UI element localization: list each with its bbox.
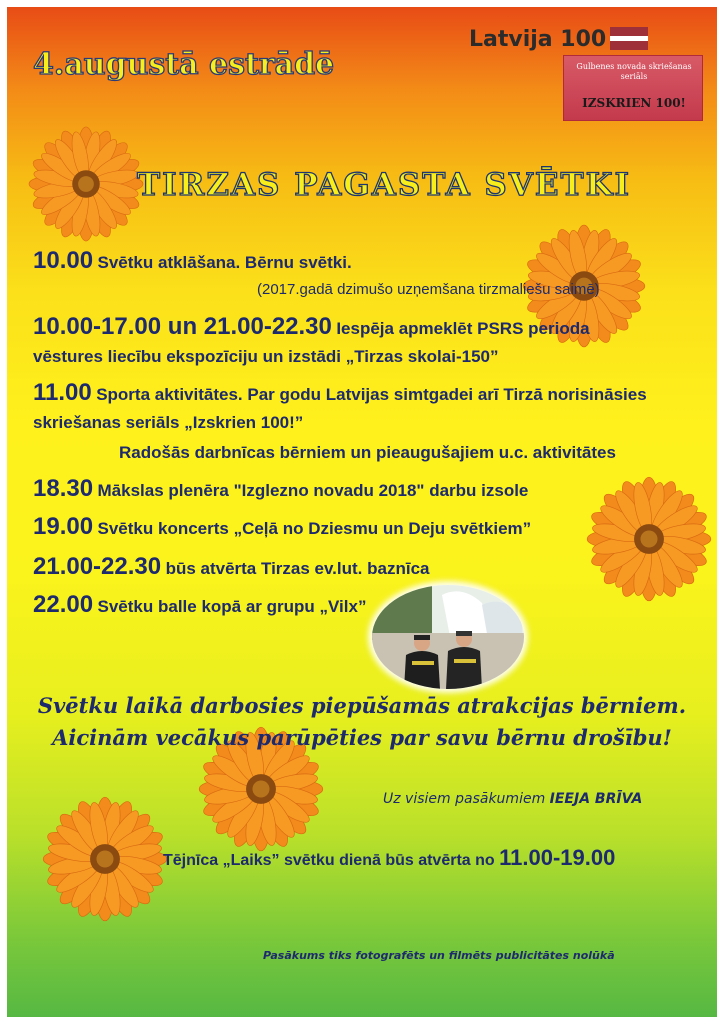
schedule-time: 22.00 bbox=[33, 591, 94, 618]
schedule-row bbox=[33, 247, 352, 275]
tea-house-time: 11.00-19.00 bbox=[499, 845, 616, 870]
schedule-text: Svētku atklāšana. Bērnu svētki. bbox=[97, 253, 352, 272]
schedule-text: Sporta aktivitātes. Par godu Latvijas simtgadei arī Tirzā norisināsies bbox=[96, 385, 647, 404]
schedule-time: 19.00 bbox=[33, 513, 94, 540]
date-venue-heading: 4.augustā estrādē bbox=[33, 47, 335, 82]
tea-house-text: Tējnīca „Laiks” svētku dienā būs atvērta no bbox=[163, 852, 495, 869]
schedule-text: Svētku balle kopā ar grupu „Vilx” bbox=[97, 597, 367, 616]
latvija-100-logo: Latvija 100 bbox=[469, 27, 607, 52]
izskrien-100-badge bbox=[563, 55, 703, 121]
schedule-text: būs atvērta Tirzas ev.lut. baznīca bbox=[165, 559, 430, 578]
schedule-row bbox=[33, 513, 531, 541]
badge-title: IZSKRIEN 100! bbox=[582, 96, 686, 110]
schedule-text: Iespēja apmeklēt PSRS perioda bbox=[336, 319, 590, 338]
poster bbox=[7, 7, 717, 1017]
flower-icon bbox=[585, 475, 713, 603]
schedule-time: 11.00 bbox=[33, 379, 92, 406]
notice-attractions: Svētku laikā darbosies piepūšamās atrakcijas bērniem. bbox=[37, 693, 687, 718]
schedule-text: Svētku koncerts „Ceļā no Dziesmu un Deju svētkiem” bbox=[97, 519, 532, 538]
flower-icon bbox=[27, 125, 145, 243]
entry-prefix: Uz visiem pasākumiem bbox=[383, 791, 546, 807]
band-photo-illustration bbox=[372, 585, 524, 689]
schedule-time: 10.00-17.00 un 21.00-22.30 bbox=[33, 313, 332, 340]
schedule-row bbox=[33, 553, 429, 581]
schedule-text: Radošās darbnīcas bērniem un pieaugušajiem u.c. aktivitātes bbox=[119, 443, 616, 462]
schedule-row bbox=[33, 591, 366, 619]
latvian-flag-icon bbox=[610, 27, 648, 50]
schedule-text: vēstures liecību ekspozīciju un izstādi „Tirzas skolai-150” bbox=[33, 347, 499, 366]
band-photo bbox=[372, 585, 524, 689]
schedule-text: Mākslas plenēra "Izglezno novadu 2018" darbu izsole bbox=[97, 481, 529, 500]
badge-subtitle: Gulbenes novada skriešanas seriāls bbox=[576, 62, 692, 81]
schedule-row bbox=[33, 379, 647, 407]
entry-line bbox=[383, 791, 642, 807]
schedule-time: 21.00-22.30 bbox=[33, 553, 162, 580]
schedule-note: (2017.gadā dzimušo uzņemšana tirzmaliešu saimē) bbox=[257, 281, 600, 298]
footer-note: Pasākums tiks fotografēts un filmēts publicitātes nolūkā bbox=[263, 949, 615, 962]
notice-parents: Aicinām vecākus parūpēties par savu bērnu drošību! bbox=[52, 725, 672, 750]
entry-free: IEEJA BRĪVA bbox=[549, 791, 643, 807]
schedule-row bbox=[33, 475, 528, 503]
schedule-text: skriešanas seriāls „Izskrien 100!” bbox=[33, 413, 304, 432]
schedule-time: 18.30 bbox=[33, 475, 94, 502]
schedule-row bbox=[33, 313, 590, 341]
event-title: TIRZAS PAGASTA SVĒTKI bbox=[137, 167, 632, 203]
tea-house-line bbox=[163, 845, 615, 871]
flower-icon bbox=[41, 795, 169, 923]
schedule-time: 10.00 bbox=[33, 247, 94, 274]
